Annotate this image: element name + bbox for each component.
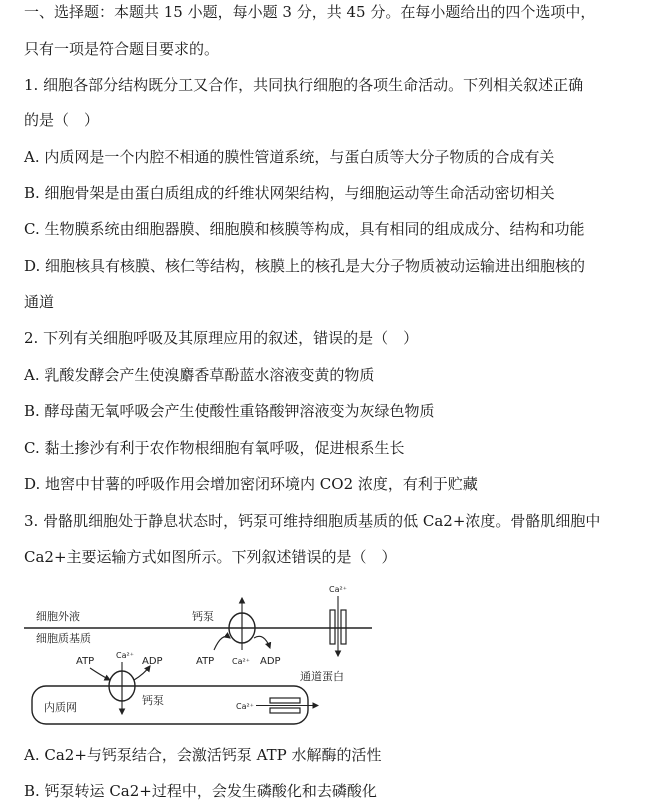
plasma-ca-label: Ca²⁺: [232, 657, 250, 666]
question-1-option-c: C. 生物膜系统由细胞器膜、细胞膜和核膜等构成，具有相同的组成成分、结构和功能: [24, 220, 585, 238]
channel-protein-right: [341, 610, 346, 644]
er-adp-label: ADP: [142, 656, 163, 667]
channel-protein-label: 通道蛋白: [300, 670, 344, 683]
channel-ca-label: Ca²⁺: [329, 585, 347, 594]
question-1-option-a: A. 内质网是一个内腔不相通的膜性管道系统，与蛋白质等大分子物质的合成有关: [24, 148, 555, 166]
question-1-option-b: B. 细胞骨架是由蛋白质组成的纤维状网架结构，与细胞运动等生命活动密切相关: [24, 184, 555, 202]
plasma-pump-atp-arc: [214, 637, 230, 651]
question-3-option-a: A. Ca2+与钙泵结合，会激活钙泵 ATP 水解酶的活性: [24, 746, 382, 764]
question-2-stem: 2. 下列有关细胞呼吸及其原理应用的叙述，错误的是（ ）: [24, 329, 419, 347]
extracellular-label: 细胞外液: [36, 610, 80, 623]
er-label: 内质网: [44, 701, 77, 714]
calcium-transport-figure: [24, 580, 384, 728]
question-2-option-a: A. 乳酸发酵会产生使溴麝香草酚蓝水溶液变黄的物质: [24, 366, 375, 384]
er-pump-atp-arc: [90, 668, 110, 680]
section-heading-line-2: 只有一项是符合题目要求的。: [24, 40, 220, 58]
question-1-stem-line-2: 的是（ ）: [24, 111, 100, 129]
er-atp-label: ATP: [76, 656, 95, 667]
question-3-option-b: B. 钙泵转运 Ca2+过程中，会发生磷酸化和去磷酸化: [24, 782, 377, 800]
er-pump-adp-arc: [134, 666, 150, 680]
cytoplasm-label: 细胞质基质: [36, 632, 91, 645]
er-channel-top: [270, 698, 300, 703]
question-1-option-d-line-2: 通道: [24, 293, 55, 311]
er-ca-label: Ca²⁺: [116, 651, 134, 660]
question-2-option-b: B. 酵母菌无氧呼吸会产生使酸性重铬酸钾溶液变为灰绿色物质: [24, 402, 435, 420]
question-2-option-c: C. 黏土掺沙有利于农作物根细胞有氧呼吸，促进根系生长: [24, 439, 405, 457]
question-3-stem-line-1: 3. 骨骼肌细胞处于静息状态时，钙泵可维持细胞质基质的低 Ca2+浓度。骨骼肌细胞中: [24, 512, 601, 530]
plasma-atp-label: ATP: [196, 656, 215, 667]
plasma-pump-adp-arc: [254, 636, 270, 648]
channel-protein-left: [330, 610, 335, 644]
question-1-stem-line-1: 1. 细胞各部分结构既分工又合作，共同执行细胞的各项生命活动。下列相关叙述正确: [24, 76, 584, 94]
plasma-adp-label: ADP: [260, 656, 281, 667]
er-channel-bottom: [270, 708, 300, 713]
question-2-option-d: D. 地窖中甘薯的呼吸作用会增加密闭环境内 CO2 浓度，有利于贮藏: [24, 475, 478, 493]
plasma-pump-label: 钙泵: [192, 610, 214, 623]
question-1-option-d-line-1: D. 细胞核具有核膜、核仁等结构，核膜上的核孔是大分子物质被动运输进出细胞核的: [24, 257, 586, 275]
er-channel-ca-label: Ca²⁺: [236, 702, 254, 711]
section-heading-line-1: 一、选择题：本题共 15 小题，每小题 3 分，共 45 分。在每小题给出的四个选项中，: [24, 3, 596, 21]
question-3-stem-line-2: Ca2+主要运输方式如图所示。下列叙述错误的是（ ）: [24, 548, 397, 566]
er-pump-label: 钙泵: [142, 694, 164, 707]
